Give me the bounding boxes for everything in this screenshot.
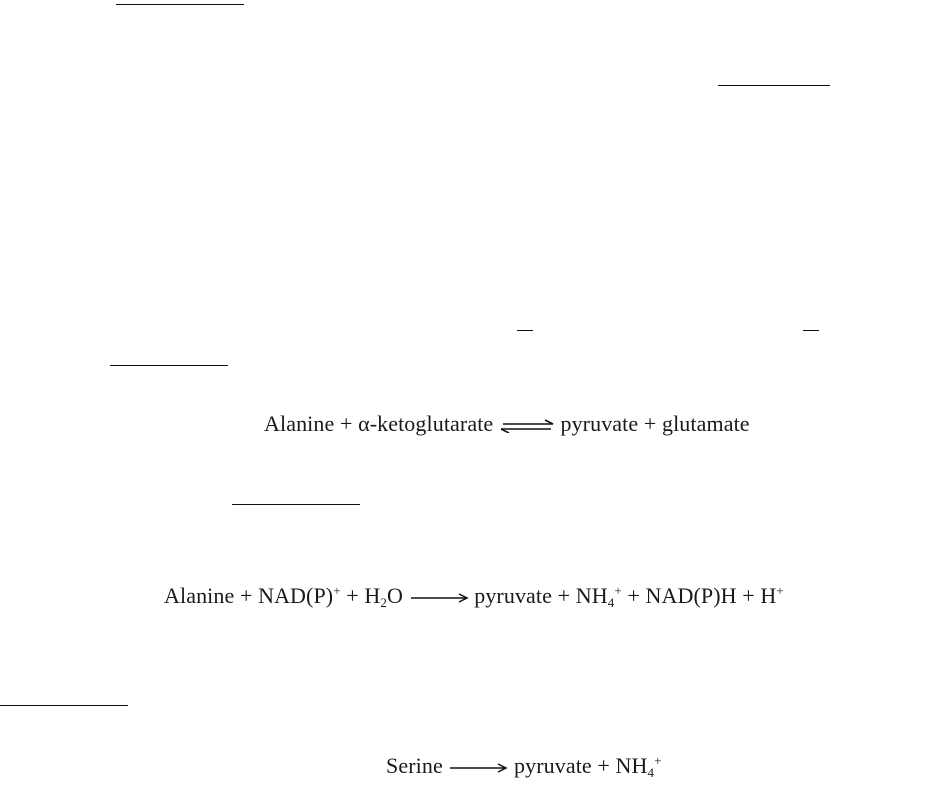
reaction-2-ammonium: $NH_4^+$: [575, 583, 622, 610]
plus-sign: +: [239, 583, 253, 608]
reaction-3-serine: Serine: [386, 753, 443, 778]
plus-sign: +: [643, 411, 657, 436]
reaction-3-ammonium: $NH_4^+$: [615, 753, 662, 780]
underline-rule-4: [803, 330, 819, 331]
underline-rule-2: [718, 85, 830, 86]
plus-sign: +: [597, 753, 610, 778]
reaction-3: [386, 752, 662, 780]
reaction-2-nadph: NAD(P)H: [645, 583, 737, 608]
reaction-1: [264, 410, 750, 438]
forward-arrow-icon: [448, 762, 508, 774]
reaction-1-product-2: glutamate: [662, 411, 750, 436]
plus-sign: +: [742, 583, 755, 608]
equilibrium-arrow-icon: [499, 419, 555, 433]
plus-sign: +: [346, 583, 359, 608]
reaction-1-reactant-2: α-ketoglutarate: [358, 411, 494, 436]
plus-sign: +: [627, 583, 640, 608]
plus-sign: +: [557, 583, 571, 608]
reaction-2-nadp: NAD(P)+: [258, 583, 341, 608]
underline-rule-7: [0, 705, 128, 706]
underline-rule-3: [517, 330, 533, 331]
reaction-2-pyruvate: pyruvate: [474, 583, 553, 608]
underline-rule-6: [232, 504, 360, 505]
reaction-2-alanine: Alanine: [164, 583, 235, 608]
underline-rule-1: [116, 4, 244, 5]
plus-sign: +: [339, 411, 353, 436]
reaction-2: [164, 582, 784, 610]
reaction-2-proton: H+: [760, 583, 784, 608]
reaction-3-pyruvate: pyruvate: [514, 753, 592, 778]
reaction-1-reactant-1: Alanine: [264, 411, 335, 436]
forward-arrow-icon: [409, 592, 469, 604]
underline-rule-5: [110, 365, 228, 366]
reaction-1-product-1: pyruvate: [560, 411, 639, 436]
reaction-2-water: $H_2O$: [364, 583, 404, 610]
